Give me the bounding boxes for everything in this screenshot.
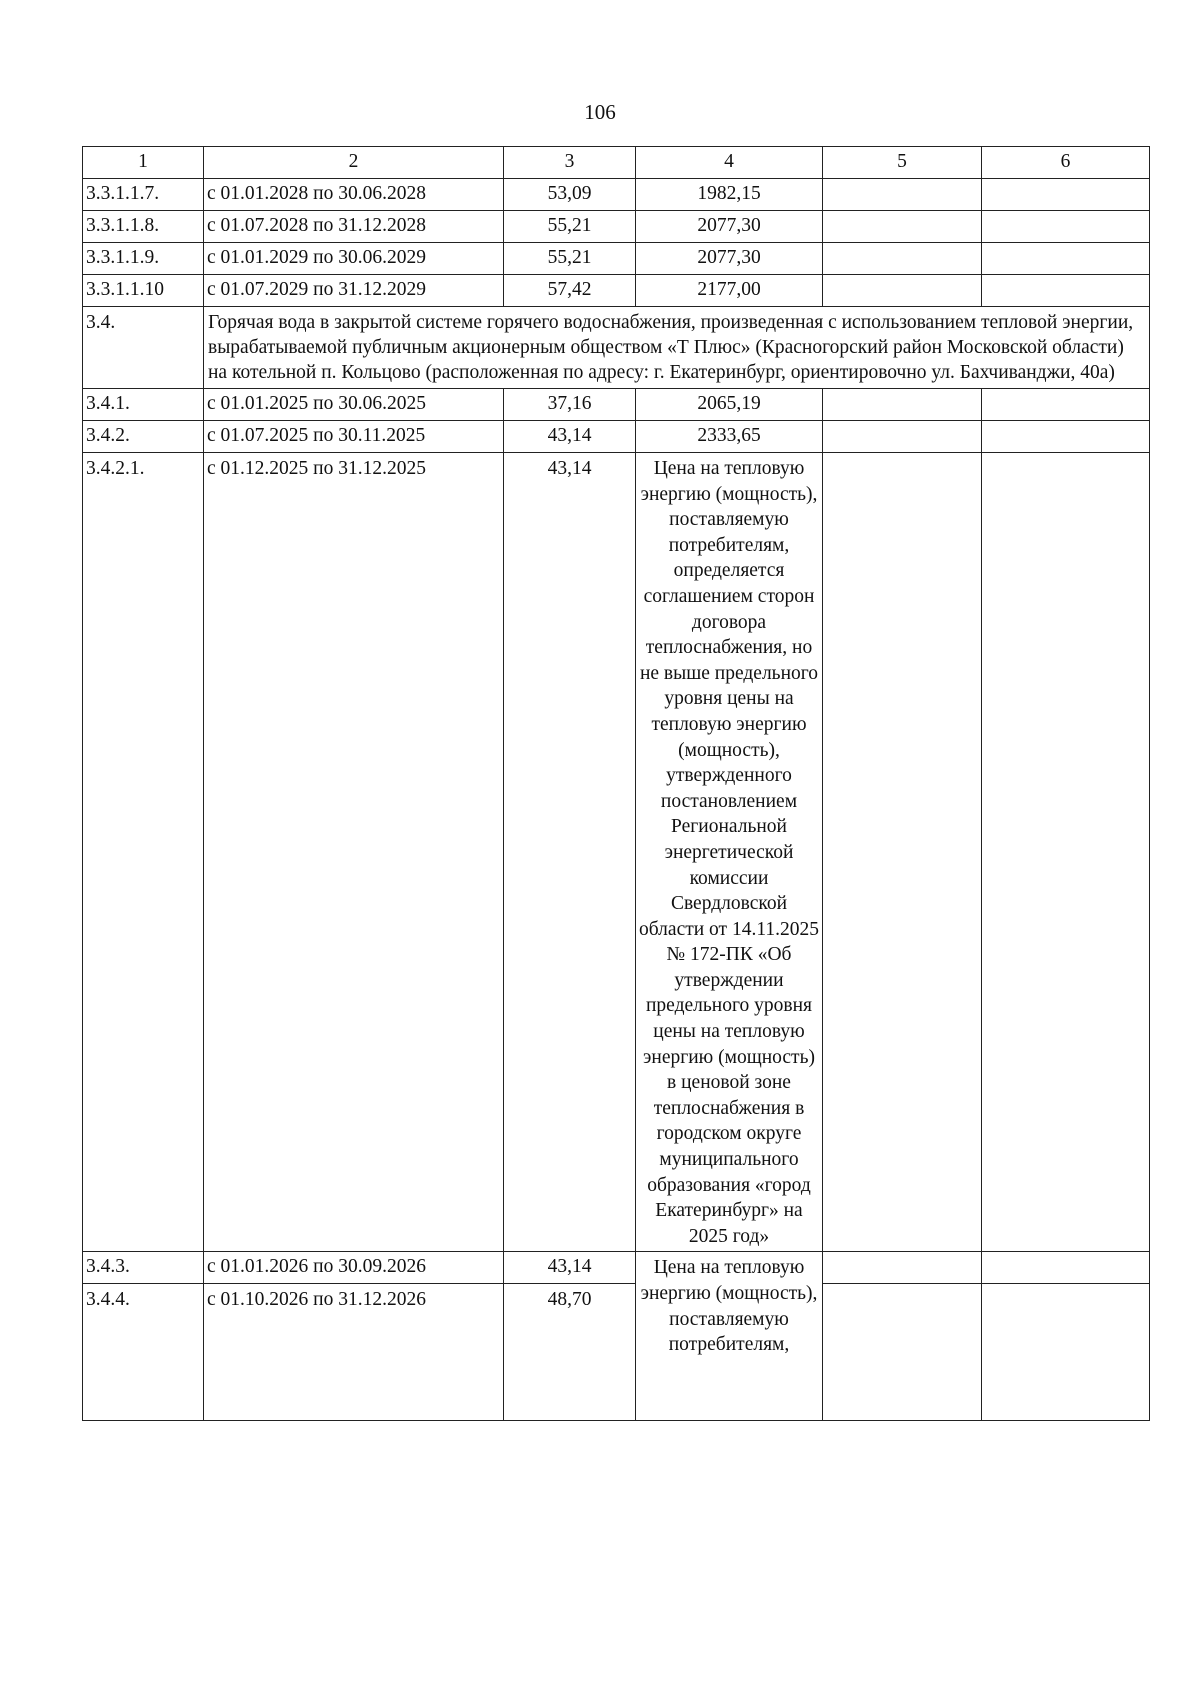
row-value-col3: 53,09 (504, 179, 636, 211)
empty-cell (982, 1284, 1150, 1421)
row-period: с 01.01.2029 по 30.06.2029 (204, 243, 504, 275)
empty-cell (823, 389, 982, 421)
row-code: 3.4.4. (83, 1284, 204, 1421)
table-row (83, 1284, 1150, 1421)
row-code: 3.3.1.1.9. (83, 243, 204, 275)
row-period: с 01.10.2026 по 31.12.2026 (204, 1284, 504, 1421)
table-row (83, 275, 1150, 307)
table-row (83, 421, 1150, 453)
header-cell: 3 (504, 147, 636, 179)
row-value-col3: 48,70 (504, 1284, 636, 1421)
empty-cell (982, 275, 1150, 307)
row-value-col4: 2333,65 (636, 421, 823, 453)
table-row (83, 243, 1150, 275)
row-code: 3.4.3. (83, 1252, 204, 1284)
header-cell: 2 (204, 147, 504, 179)
header-cell: 5 (823, 147, 982, 179)
row-period: с 01.12.2025 по 31.12.2025 (204, 453, 504, 1252)
empty-cell (823, 179, 982, 211)
row-value-col3: 55,21 (504, 211, 636, 243)
row-value-col3: 55,21 (504, 243, 636, 275)
page-number: 106 (584, 100, 616, 124)
price-note: Цена на тепловую энергию (мощность), поставляемую потребителям, определяется соглашением сторон договора теплоснабжения, но не выше предельного уровня цены на тепловую энергию (мощность), утвержденного постановлением Региональной энергетической комиссии Свердловской области от 14.11.2025 № 172-ПК «Об утверждении предельного уровня цены на тепловую энергию (мощность) в ценовой зоне теплоснабжения в городском округе муниципального образования «город Екатеринбург» на 2025 год» (636, 453, 823, 1252)
row-period: с 01.07.2025 по 30.11.2025 (204, 421, 504, 453)
section-code: 3.4. (83, 307, 204, 389)
row-period: с 01.07.2029 по 31.12.2029 (204, 275, 504, 307)
row-period: с 01.01.2026 по 30.09.2026 (204, 1252, 504, 1284)
tariff-table (82, 146, 1150, 1421)
row-value-col4: 2065,19 (636, 389, 823, 421)
row-code: 3.3.1.1.8. (83, 211, 204, 243)
section-row (83, 307, 1150, 389)
row-value-col4: 2177,00 (636, 275, 823, 307)
empty-cell (823, 421, 982, 453)
row-period: с 01.01.2028 по 30.06.2028 (204, 179, 504, 211)
row-value-col3: 57,42 (504, 275, 636, 307)
empty-cell (823, 1284, 982, 1421)
empty-cell (823, 211, 982, 243)
empty-cell (982, 243, 1150, 275)
price-note: Цена на тепловую энергию (мощность), поставляемую потребителям, (636, 1252, 823, 1421)
empty-cell (982, 389, 1150, 421)
row-value-col3: 43,14 (504, 453, 636, 1252)
table-row (83, 211, 1150, 243)
row-period: с 01.07.2028 по 31.12.2028 (204, 211, 504, 243)
table-row (83, 1252, 1150, 1284)
empty-cell (982, 211, 1150, 243)
row-code: 3.3.1.1.7. (83, 179, 204, 211)
header-cell: 6 (982, 147, 1150, 179)
table-header-row (83, 147, 1150, 179)
row-code: 3.4.2. (83, 421, 204, 453)
empty-cell (823, 1252, 982, 1284)
row-value-col4: 2077,30 (636, 243, 823, 275)
table-row (83, 453, 1150, 1252)
empty-cell (823, 453, 982, 1252)
empty-cell (982, 421, 1150, 453)
empty-cell (982, 1252, 1150, 1284)
row-code: 3.3.1.1.10 (83, 275, 204, 307)
row-value-col4: 2077,30 (636, 211, 823, 243)
empty-cell (823, 275, 982, 307)
row-code: 3.4.1. (83, 389, 204, 421)
empty-cell (982, 179, 1150, 211)
header-cell: 4 (636, 147, 823, 179)
table-row (83, 179, 1150, 211)
row-code: 3.4.2.1. (83, 453, 204, 1252)
row-value-col3: 37,16 (504, 389, 636, 421)
row-value-col3: 43,14 (504, 1252, 636, 1284)
row-period: с 01.01.2025 по 30.06.2025 (204, 389, 504, 421)
row-value-col4: 1982,15 (636, 179, 823, 211)
row-value-col3: 43,14 (504, 421, 636, 453)
header-cell: 1 (83, 147, 204, 179)
section-description: Горячая вода в закрытой системе горячего водоснабжения, произведенная с использованием тепловой энергии, вырабатываемой публичным акционерным обществом «Т Плюс» (Красногорский район Московской области) на котельной п. Кольцово (расположенная по адресу: г. Екатеринбург, ориентировочно ул. Бахчиванджи, 40а) (204, 307, 1150, 389)
empty-cell (982, 453, 1150, 1252)
table-row (83, 389, 1150, 421)
empty-cell (823, 243, 982, 275)
